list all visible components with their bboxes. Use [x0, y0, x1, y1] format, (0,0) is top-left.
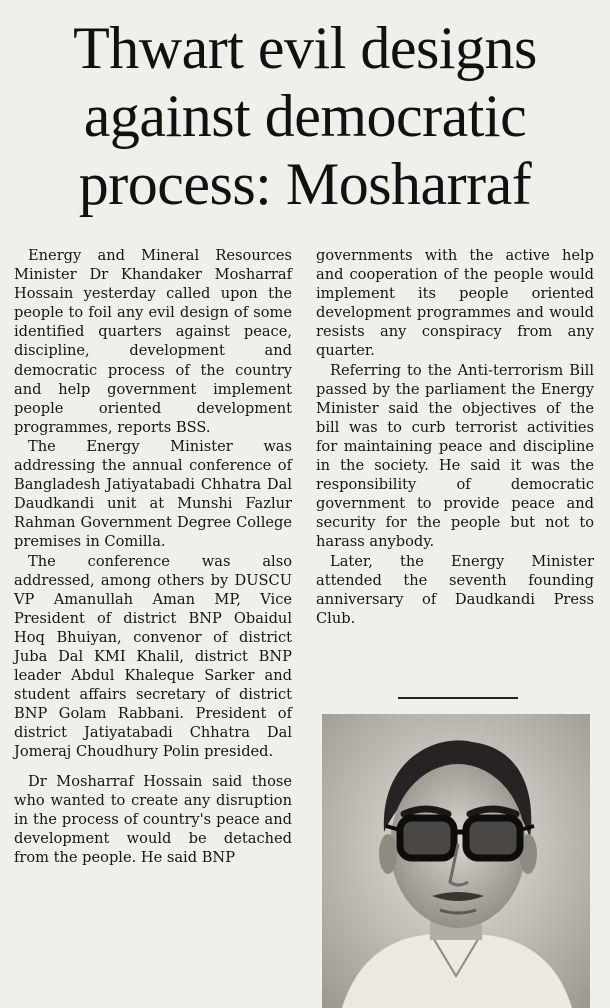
headline: Thwart evil designs against democratic process: Mosharraf: [73, 15, 537, 217]
paragraph: governments with the active help and cooperation of the people would implement its people oriented development programmes and would resists any conspiracy from any quarter.: [316, 247, 594, 360]
paragraph: Later, the Energy Minister attended the seventh founding anniversary of Daudkandi Press Club.: [316, 552, 594, 627]
paragraph: Referring to the Anti-terrorism Bill passed by the parliament the Energy Minister said the objectives of the bill was to curb terrorist activities for maintaining peace and discipline in the society. He said it was the responsibility of democratic government to provide peace and security for the people but not to harass anybody.: [316, 361, 594, 551]
paragraph: The conference was also addressed, among others by DUSCU VP Amanullah Aman MP, Vice President of district BNP Obaidul Hoq Bhuiyan, convenor of district Juba Dal KMI Khalil, district BNP leader Abdul Khaleque Sarker and student affairs secretary of district BNP Golam Rabbani. President of district Jatiyatabadi Chhatra Dal Jomeraj Choudhury Polin presided.: [14, 552, 292, 761]
paragraph: Energy and Mineral Resources Minister Dr Khandaker Mosharraf Hossain yesterday called upon the people to foil any evil design of some identified quarters against peace, discipline, development and democratic process of the country and help government implement people oriented development programmes, reports BSS.: [14, 247, 292, 436]
paragraph: The Energy Minister was addressing the annual conference of Bangladesh Jatiyatabadi Chhatra Dal Daudkandi unit at Munshi Fazlur Rahman Government Degree College premises in Comilla.: [14, 437, 292, 551]
article-column-right: [316, 246, 594, 628]
portrait-photo: [322, 714, 590, 1008]
article-column-left: [14, 246, 292, 867]
separator-rule: [398, 697, 518, 699]
paragraph: Dr Mosharraf Hossain said those who wanted to create any disruption in the process of country's peace and development would be detached from the people. He said BNP: [14, 772, 292, 866]
portrait-illustration: [322, 714, 590, 1008]
